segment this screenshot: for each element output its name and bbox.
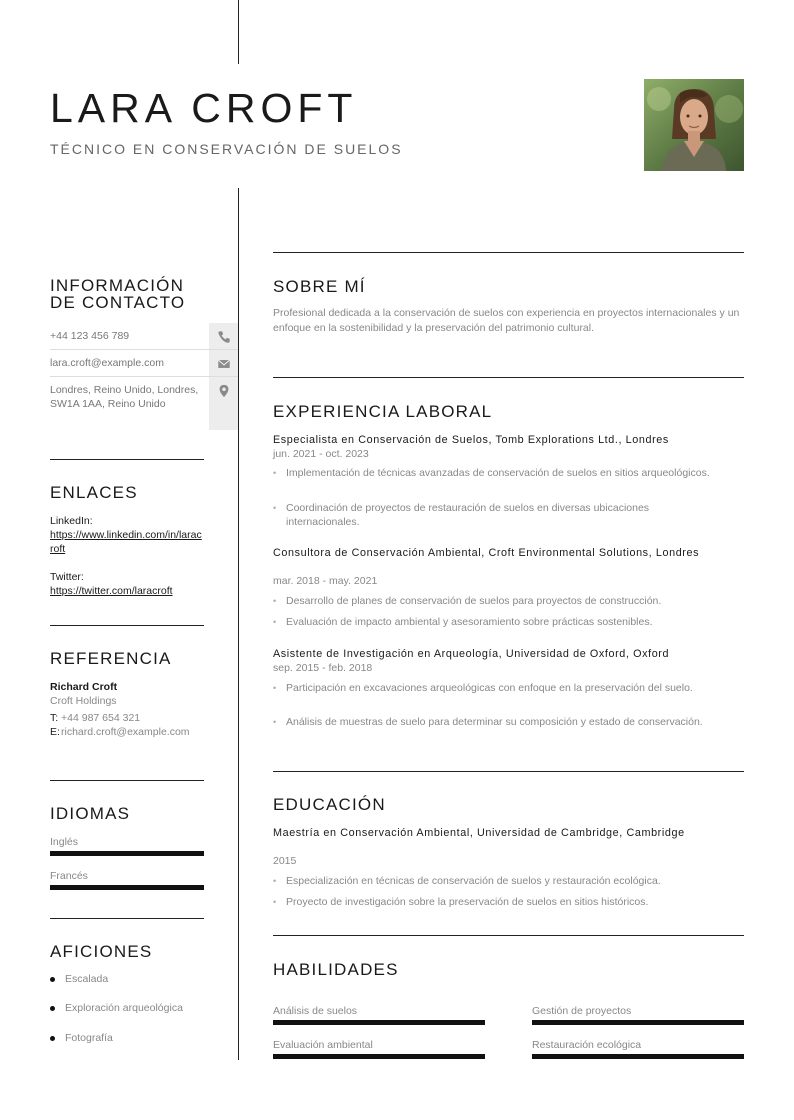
language-level-bar: [50, 885, 204, 890]
job-bullet: • Análisis de muestras de suelo para determinar su composición y estado de conservación.: [273, 715, 713, 729]
hobbies-heading: AFICIONES: [50, 942, 153, 961]
twitter-block: [50, 570, 202, 598]
job-bullet: • Coordinación de proyectos de restauración de suelos en diversas ubicaciones internacionales.: [273, 501, 713, 529]
candidate-name: LARA CROFT: [50, 85, 358, 131]
section-divider: [273, 771, 744, 772]
skill-level-bar: [273, 1054, 485, 1059]
section-divider: [273, 252, 744, 253]
hobby-label: Exploración arqueológica: [65, 1002, 183, 1014]
bullet-dot: [50, 1006, 55, 1011]
hobby-label: Fotografía: [65, 1032, 113, 1044]
hobby-label: Escalada: [65, 973, 109, 985]
contact-phone-row: [50, 323, 238, 350]
reference-phone: +44 987 654 321: [61, 712, 141, 724]
experience-heading: EXPERIENCIA LABORAL: [273, 402, 493, 421]
contact-heading: INFORMACIÓN DE CONTACTO: [50, 276, 186, 312]
linkedin-link[interactable]: https://www.linkedin.com/in/laracroft: [50, 529, 202, 555]
reference-email[interactable]: richard.croft@example.com: [61, 726, 190, 738]
about-text: Profesional dedicada a la conservación de suelos con experiencia en proyectos internacionales y un enfoque en la sostenibilidad y la preservación del patrimonio cultural.: [273, 307, 740, 334]
candidate-title: TÉCNICO EN CONSERVACIÓN DE SUELOS: [50, 141, 403, 157]
hobby-item: [50, 1032, 113, 1044]
section-divider: [50, 459, 204, 460]
reference-email-line: [50, 726, 200, 739]
linkedin-label: LinkedIn:: [50, 515, 93, 527]
skill-level-bar: [532, 1054, 744, 1059]
vertical-divider: [238, 188, 239, 1060]
degree-year: 2015: [273, 855, 297, 867]
skill-level-bar: [532, 1020, 744, 1025]
languages-heading: IDIOMAS: [50, 804, 131, 823]
reference-phone-label: T:: [50, 712, 59, 724]
job-dates: mar. 2018 - may. 2021: [273, 575, 378, 587]
section-divider: [50, 780, 204, 781]
contact-email[interactable]: lara.croft@example.com: [50, 357, 164, 369]
phone-icon: [209, 323, 238, 349]
bullet-dot: [50, 1036, 55, 1041]
section-divider: [50, 918, 204, 919]
contact-address-row: [50, 377, 238, 430]
contact-phone: +44 123 456 789: [50, 330, 130, 342]
job-dates: sep. 2015 - feb. 2018: [273, 662, 373, 674]
skill-name: Gestión de proyectos: [532, 1005, 632, 1017]
bullet-dot: [50, 977, 55, 982]
education-bullet: • Proyecto de investigación sobre la preservación de suelos en sitios históricos.: [273, 895, 713, 909]
education-bullet: • Especialización en técnicas de conservación de suelos y restauración ecológica.: [273, 874, 713, 888]
hobby-item: [50, 1002, 183, 1014]
contact-address: Londres, Reino Unido, Londres, SW1A 1AA, Reino Unido: [50, 384, 199, 410]
links-heading: ENLACES: [50, 483, 138, 502]
education-heading: EDUCACIÓN: [273, 795, 386, 814]
twitter-link[interactable]: https://twitter.com/laracroft: [50, 585, 173, 597]
skill-name: Restauración ecológica: [532, 1039, 642, 1051]
linkedin-block: [50, 514, 202, 556]
vertical-divider-top: [238, 0, 239, 64]
reference-heading: REFERENCIA: [50, 649, 172, 668]
job-title: Asistente de Investigación en Arqueología, Universidad de Oxford, Oxford: [273, 648, 670, 660]
contact-email-row: [50, 350, 238, 377]
twitter-label: Twitter:: [50, 571, 84, 583]
about-heading: SOBRE MÍ: [273, 277, 366, 296]
skill-level-bar: [273, 1020, 485, 1025]
envelope-icon: [209, 350, 238, 376]
job-bullet: • Desarrollo de planes de conservación de suelos para proyectos de construcción.: [273, 594, 713, 608]
job-title: Especialista en Conservación de Suelos, Tomb Explorations Ltd., Londres: [273, 434, 669, 446]
section-divider: [50, 625, 204, 626]
job-title: Consultora de Conservación Ambiental, Croft Environmental Solutions, Londres: [273, 547, 700, 559]
skills-heading: HABILIDADES: [273, 960, 399, 979]
skill-name: Análisis de suelos: [273, 1005, 358, 1017]
contact-list: [50, 323, 238, 430]
portrait-image: [644, 79, 744, 171]
reference-phone-line: [50, 712, 200, 725]
job-bullet: • Participación en excavaciones arqueológicas con enfoque en la preservación del suelo.: [273, 681, 713, 695]
job-bullet: • Evaluación de impacto ambiental y asesoramiento sobre prácticas sostenibles.: [273, 615, 713, 629]
language-name: Francés: [50, 870, 88, 882]
language-name: Inglés: [50, 836, 79, 848]
section-divider: [273, 935, 744, 936]
reference-email-label: E:: [50, 726, 60, 738]
degree-title: Maestría en Conservación Ambiental, Universidad de Cambridge, Cambridge: [273, 827, 685, 839]
job-bullet: • Implementación de técnicas avanzadas de conservación de suelos en sitios arqueológicos.: [273, 466, 713, 480]
skill-name: Evaluación ambiental: [273, 1039, 373, 1051]
reference-name: Richard Croft: [50, 681, 118, 693]
reference-company: Croft Holdings: [50, 695, 117, 707]
profile-photo: [644, 79, 744, 171]
map-pin-icon: [209, 377, 238, 430]
hobby-item: [50, 973, 108, 985]
section-divider: [273, 377, 744, 378]
language-level-bar: [50, 851, 204, 856]
job-dates: jun. 2021 - oct. 2023: [273, 448, 369, 460]
